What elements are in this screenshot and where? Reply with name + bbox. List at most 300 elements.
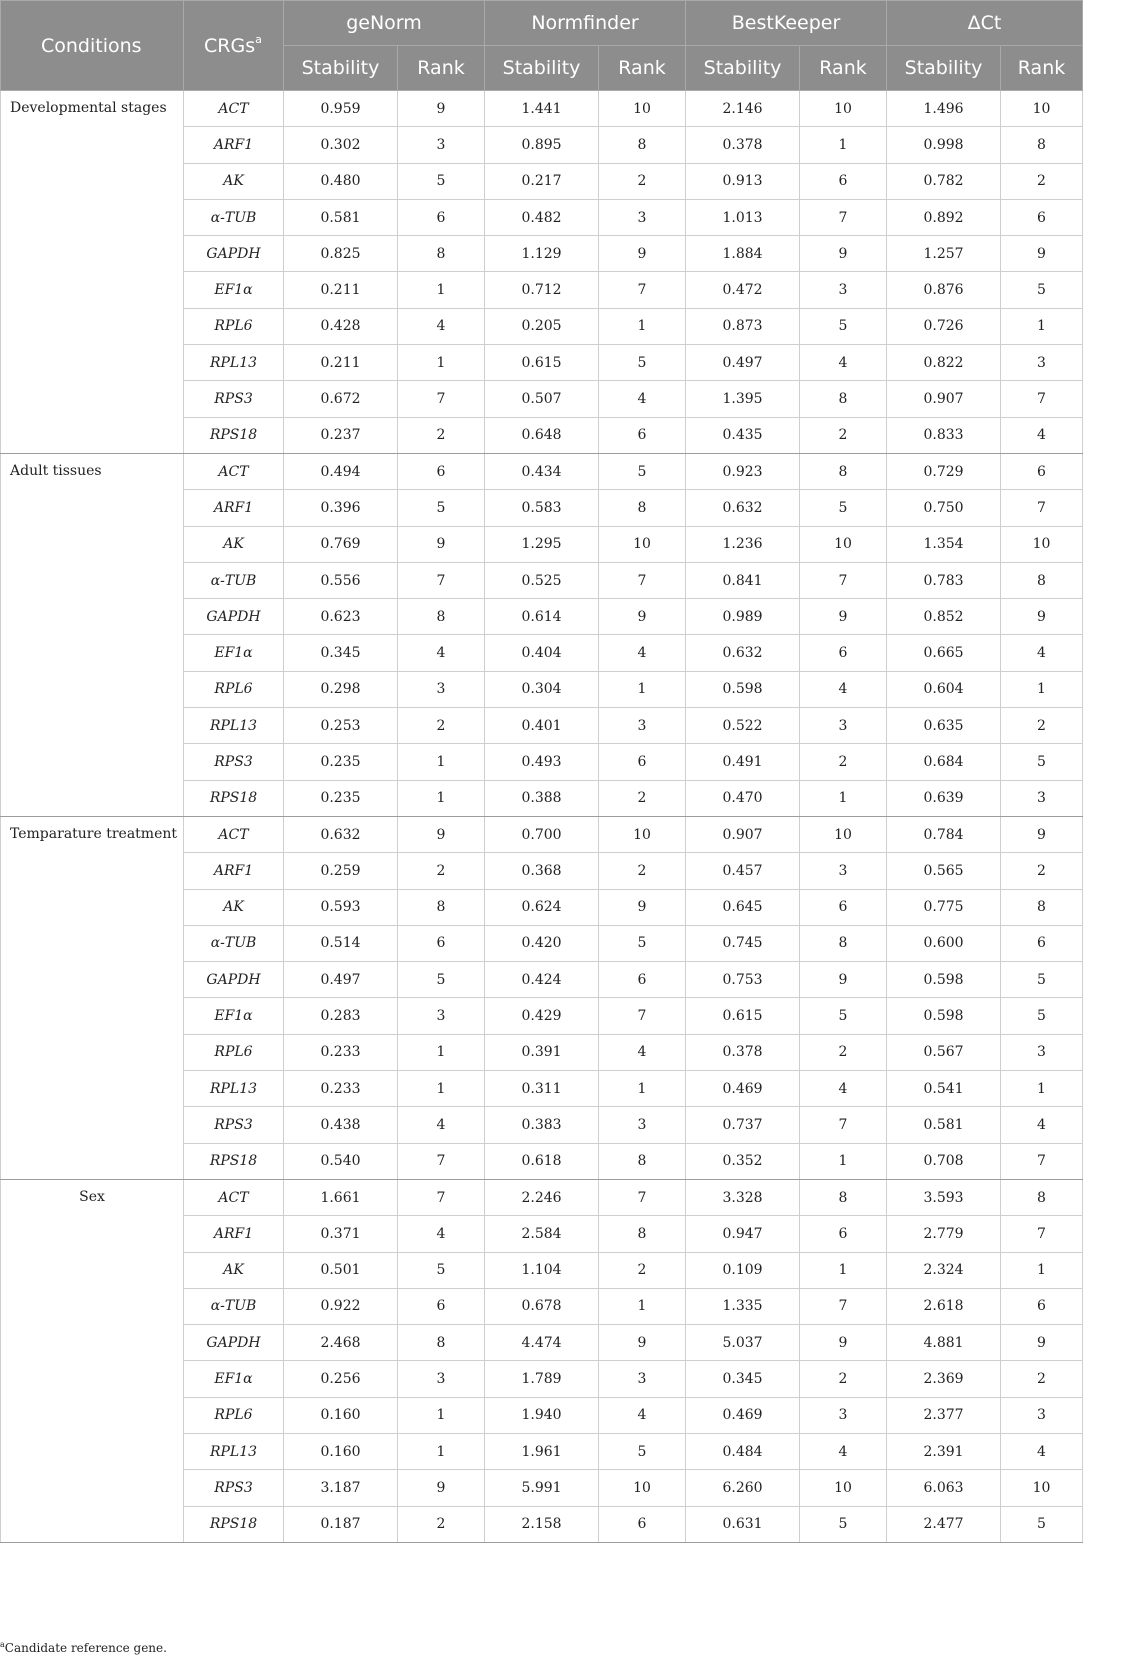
normfinder-stability-cell: 0.304 [485,671,599,707]
normfinder-stability-cell: 0.624 [485,889,599,925]
normfinder-stability-cell: 1.940 [485,1397,599,1433]
bestkeeper-rank-cell: 7 [800,562,887,598]
gene-cell: EF1α [184,635,284,671]
bestkeeper-stability-cell: 0.435 [686,417,800,453]
gene-cell: ACT [184,816,284,852]
genorm-rank-cell: 7 [398,562,485,598]
genorm-stability-cell: 0.581 [284,199,398,235]
normfinder-stability-cell: 1.104 [485,1252,599,1288]
delta-ct-rank-cell: 4 [1001,1433,1083,1469]
bestkeeper-stability-cell: 0.469 [686,1071,800,1107]
delta-ct-rank-cell: 2 [1001,708,1083,744]
table-row [1,91,1083,127]
bestkeeper-rank-cell: 8 [800,1179,887,1215]
gene-cell: RPL13 [184,1071,284,1107]
gene-cell: ARF1 [184,127,284,163]
condition-cell: Adult tissues [1,453,184,816]
normfinder-rank-cell: 10 [599,1470,686,1506]
bestkeeper-rank-cell: 6 [800,1216,887,1252]
delta-ct-stability-cell: 1.496 [887,91,1001,127]
delta-ct-stability-cell: 0.998 [887,127,1001,163]
normfinder-rank-cell: 5 [599,345,686,381]
genorm-stability-cell: 0.501 [284,1252,398,1288]
bestkeeper-stability-cell: 0.472 [686,272,800,308]
gene-cell: RPL6 [184,671,284,707]
gene-cell: GAPDH [184,236,284,272]
normfinder-rank-cell: 7 [599,998,686,1034]
genorm-rank-cell: 8 [398,889,485,925]
delta-ct-stability-cell: 0.581 [887,1107,1001,1143]
bestkeeper-stability-cell: 0.615 [686,998,800,1034]
genorm-stability-cell: 0.298 [284,671,398,707]
delta-ct-rank-cell: 6 [1001,453,1083,489]
normfinder-rank-cell: 4 [599,381,686,417]
normfinder-rank-cell: 1 [599,1288,686,1324]
table-row [1,453,1083,489]
genorm-stability-cell: 0.396 [284,490,398,526]
normfinder-rank-cell: 2 [599,163,686,199]
rank-header: Rank [1001,46,1083,91]
method-header-normfinder: Normfinder [485,1,686,46]
delta-ct-rank-cell: 6 [1001,199,1083,235]
gene-cell: RPL13 [184,708,284,744]
normfinder-rank-cell: 7 [599,1179,686,1215]
delta-ct-stability-cell: 0.833 [887,417,1001,453]
normfinder-stability-cell: 0.311 [485,1071,599,1107]
normfinder-stability-cell: 0.424 [485,962,599,998]
normfinder-rank-cell: 5 [599,1433,686,1469]
bestkeeper-stability-cell: 1.013 [686,199,800,235]
method-header-bestkeeper: BestKeeper [686,1,887,46]
delta-ct-stability-cell: 4.881 [887,1325,1001,1361]
bestkeeper-rank-cell: 3 [800,272,887,308]
delta-ct-stability-cell: 0.782 [887,163,1001,199]
genorm-stability-cell: 0.283 [284,998,398,1034]
genorm-stability-cell: 0.253 [284,708,398,744]
gene-cell: RPL6 [184,308,284,344]
genorm-rank-cell: 1 [398,1034,485,1070]
bestkeeper-rank-cell: 2 [800,744,887,780]
normfinder-rank-cell: 8 [599,490,686,526]
delta-ct-stability-cell: 1.257 [887,236,1001,272]
normfinder-stability-cell: 5.991 [485,1470,599,1506]
bestkeeper-stability-cell: 0.491 [686,744,800,780]
bestkeeper-stability-cell: 0.989 [686,599,800,635]
gene-cell: GAPDH [184,1325,284,1361]
genorm-stability-cell: 0.233 [284,1034,398,1070]
delta-ct-rank-cell: 2 [1001,853,1083,889]
delta-ct-stability-cell: 1.354 [887,526,1001,562]
delta-ct-stability-cell: 0.775 [887,889,1001,925]
genorm-stability-cell: 0.371 [284,1216,398,1252]
genorm-stability-cell: 0.428 [284,308,398,344]
stability-header: Stability [686,46,800,91]
normfinder-rank-cell: 9 [599,1325,686,1361]
rank-header: Rank [398,46,485,91]
normfinder-stability-cell: 0.678 [485,1288,599,1324]
gene-cell: ACT [184,1179,284,1215]
bestkeeper-rank-cell: 9 [800,962,887,998]
gene-cell: RPS18 [184,1506,284,1542]
gene-cell: RPS3 [184,381,284,417]
genorm-rank-cell: 2 [398,417,485,453]
genorm-rank-cell: 2 [398,708,485,744]
condition-cell: Sex [1,1179,184,1542]
normfinder-stability-cell: 0.388 [485,780,599,816]
gene-cell: RPS18 [184,417,284,453]
normfinder-rank-cell: 7 [599,562,686,598]
bestkeeper-rank-cell: 1 [800,1143,887,1179]
bestkeeper-rank-cell: 9 [800,599,887,635]
bestkeeper-rank-cell: 10 [800,816,887,852]
genorm-rank-cell: 8 [398,236,485,272]
genorm-rank-cell: 3 [398,671,485,707]
delta-ct-rank-cell: 9 [1001,1325,1083,1361]
bestkeeper-rank-cell: 10 [800,526,887,562]
bestkeeper-rank-cell: 7 [800,1107,887,1143]
delta-ct-stability-cell: 2.618 [887,1288,1001,1324]
genorm-rank-cell: 1 [398,272,485,308]
footnote [0,1640,167,1655]
normfinder-stability-cell: 0.391 [485,1034,599,1070]
bestkeeper-stability-cell: 0.352 [686,1143,800,1179]
bestkeeper-stability-cell: 0.632 [686,635,800,671]
genorm-rank-cell: 8 [398,599,485,635]
normfinder-rank-cell: 6 [599,417,686,453]
delta-ct-stability-cell: 0.604 [887,671,1001,707]
bestkeeper-rank-cell: 5 [800,1506,887,1542]
delta-ct-rank-cell: 2 [1001,163,1083,199]
delta-ct-stability-cell: 0.708 [887,1143,1001,1179]
genorm-rank-cell: 1 [398,345,485,381]
normfinder-stability-cell: 2.246 [485,1179,599,1215]
delta-ct-rank-cell: 7 [1001,1216,1083,1252]
header-row-methods [1,1,1083,46]
bestkeeper-rank-cell: 2 [800,1034,887,1070]
conditions-header [1,1,184,91]
normfinder-stability-cell: 2.584 [485,1216,599,1252]
genorm-stability-cell: 0.211 [284,272,398,308]
delta-ct-rank-cell: 3 [1001,1034,1083,1070]
condition-cell: Temparature treatment [1,816,184,1179]
delta-ct-rank-cell: 10 [1001,91,1083,127]
bestkeeper-rank-cell: 8 [800,453,887,489]
bestkeeper-rank-cell: 10 [800,1470,887,1506]
gene-cell: α-TUB [184,199,284,235]
genorm-rank-cell: 4 [398,1216,485,1252]
bestkeeper-rank-cell: 8 [800,925,887,961]
genorm-stability-cell: 0.233 [284,1071,398,1107]
bestkeeper-rank-cell: 7 [800,199,887,235]
delta-ct-rank-cell: 8 [1001,562,1083,598]
normfinder-stability-cell: 0.383 [485,1107,599,1143]
delta-ct-rank-cell: 4 [1001,635,1083,671]
bestkeeper-rank-cell: 4 [800,1433,887,1469]
bestkeeper-stability-cell: 0.947 [686,1216,800,1252]
genorm-stability-cell: 0.556 [284,562,398,598]
delta-ct-rank-cell: 7 [1001,381,1083,417]
genorm-rank-cell: 5 [398,163,485,199]
normfinder-stability-cell: 0.217 [485,163,599,199]
gene-cell: RPL13 [184,1433,284,1469]
bestkeeper-stability-cell: 1.884 [686,236,800,272]
delta-ct-stability-cell: 0.876 [887,272,1001,308]
genorm-rank-cell: 3 [398,1361,485,1397]
normfinder-rank-cell: 9 [599,889,686,925]
bestkeeper-stability-cell: 6.260 [686,1470,800,1506]
delta-ct-stability-cell: 0.665 [887,635,1001,671]
bestkeeper-stability-cell: 5.037 [686,1325,800,1361]
normfinder-rank-cell: 5 [599,925,686,961]
normfinder-rank-cell: 7 [599,272,686,308]
bestkeeper-rank-cell: 7 [800,1288,887,1324]
normfinder-rank-cell: 3 [599,1361,686,1397]
genorm-rank-cell: 5 [398,490,485,526]
delta-ct-stability-cell: 2.377 [887,1397,1001,1433]
bestkeeper-rank-cell: 6 [800,163,887,199]
normfinder-stability-cell: 0.700 [485,816,599,852]
gene-cell: RPL13 [184,345,284,381]
bestkeeper-rank-cell: 5 [800,308,887,344]
bestkeeper-rank-cell: 5 [800,998,887,1034]
normfinder-stability-cell: 0.401 [485,708,599,744]
bestkeeper-stability-cell: 2.146 [686,91,800,127]
genorm-rank-cell: 3 [398,998,485,1034]
genorm-stability-cell: 0.672 [284,381,398,417]
genorm-rank-cell: 1 [398,1433,485,1469]
gene-cell: RPS3 [184,1107,284,1143]
gene-cell: EF1α [184,998,284,1034]
bestkeeper-rank-cell: 1 [800,1252,887,1288]
bestkeeper-rank-cell: 4 [800,671,887,707]
normfinder-rank-cell: 10 [599,816,686,852]
delta-ct-stability-cell: 6.063 [887,1470,1001,1506]
bestkeeper-stability-cell: 0.645 [686,889,800,925]
gene-cell: α-TUB [184,925,284,961]
genorm-stability-cell: 0.540 [284,1143,398,1179]
delta-ct-rank-cell: 8 [1001,1179,1083,1215]
delta-ct-rank-cell: 5 [1001,272,1083,308]
stability-header: Stability [887,46,1001,91]
genorm-rank-cell: 9 [398,91,485,127]
footnote-marker: a [0,1640,5,1649]
normfinder-rank-cell: 1 [599,671,686,707]
bestkeeper-stability-cell: 0.873 [686,308,800,344]
delta-ct-rank-cell: 5 [1001,1506,1083,1542]
gene-cell: RPS18 [184,780,284,816]
normfinder-stability-cell: 0.618 [485,1143,599,1179]
normfinder-stability-cell: 0.493 [485,744,599,780]
genorm-stability-cell: 0.922 [284,1288,398,1324]
gene-cell: α-TUB [184,562,284,598]
normfinder-rank-cell: 2 [599,853,686,889]
genorm-stability-cell: 0.623 [284,599,398,635]
delta-ct-rank-cell: 5 [1001,744,1083,780]
normfinder-stability-cell: 0.712 [485,272,599,308]
normfinder-rank-cell: 4 [599,1397,686,1433]
delta-ct-stability-cell: 0.750 [887,490,1001,526]
bestkeeper-rank-cell: 10 [800,91,887,127]
gene-cell: ARF1 [184,490,284,526]
normfinder-rank-cell: 8 [599,127,686,163]
normfinder-rank-cell: 4 [599,635,686,671]
gene-cell: AK [184,1252,284,1288]
delta-ct-rank-cell: 4 [1001,417,1083,453]
genorm-stability-cell: 3.187 [284,1470,398,1506]
bestkeeper-stability-cell: 0.632 [686,490,800,526]
gene-cell: ACT [184,453,284,489]
genorm-rank-cell: 1 [398,744,485,780]
bestkeeper-rank-cell: 8 [800,381,887,417]
genorm-rank-cell: 5 [398,962,485,998]
genorm-rank-cell: 3 [398,127,485,163]
genorm-rank-cell: 6 [398,199,485,235]
method-header-delta-ct: ΔCt [887,1,1083,46]
genorm-rank-cell: 2 [398,853,485,889]
delta-ct-stability-cell: 0.639 [887,780,1001,816]
bestkeeper-stability-cell: 0.484 [686,1433,800,1469]
normfinder-stability-cell: 0.583 [485,490,599,526]
delta-ct-stability-cell: 0.598 [887,998,1001,1034]
genorm-rank-cell: 2 [398,1506,485,1542]
bestkeeper-stability-cell: 0.737 [686,1107,800,1143]
normfinder-stability-cell: 0.429 [485,998,599,1034]
normfinder-rank-cell: 5 [599,453,686,489]
genorm-rank-cell: 4 [398,1107,485,1143]
delta-ct-stability-cell: 0.729 [887,453,1001,489]
table-row [1,1179,1083,1215]
genorm-rank-cell: 5 [398,1252,485,1288]
delta-ct-stability-cell: 2.369 [887,1361,1001,1397]
bestkeeper-stability-cell: 1.335 [686,1288,800,1324]
bestkeeper-rank-cell: 3 [800,853,887,889]
genorm-stability-cell: 0.769 [284,526,398,562]
normfinder-stability-cell: 0.507 [485,381,599,417]
normfinder-stability-cell: 1.789 [485,1361,599,1397]
genorm-rank-cell: 7 [398,1179,485,1215]
normfinder-stability-cell: 0.895 [485,127,599,163]
bestkeeper-stability-cell: 0.469 [686,1397,800,1433]
footnote-text: Candidate reference gene. [4,1641,167,1655]
bestkeeper-rank-cell: 9 [800,236,887,272]
genorm-rank-cell: 4 [398,308,485,344]
delta-ct-rank-cell: 9 [1001,236,1083,272]
normfinder-rank-cell: 3 [599,1107,686,1143]
normfinder-rank-cell: 3 [599,708,686,744]
delta-ct-stability-cell: 2.391 [887,1433,1001,1469]
genorm-rank-cell: 9 [398,526,485,562]
delta-ct-rank-cell: 9 [1001,599,1083,635]
genorm-stability-cell: 0.593 [284,889,398,925]
genorm-stability-cell: 0.187 [284,1506,398,1542]
bestkeeper-stability-cell: 0.923 [686,453,800,489]
conditions-header-label: Conditions [41,34,142,57]
stability-header: Stability [284,46,398,91]
gene-cell: RPS3 [184,744,284,780]
bestkeeper-rank-cell: 4 [800,345,887,381]
gene-cell: AK [184,526,284,562]
bestkeeper-rank-cell: 2 [800,417,887,453]
genorm-rank-cell: 8 [398,1325,485,1361]
normfinder-stability-cell: 1.441 [485,91,599,127]
gene-cell: AK [184,163,284,199]
normfinder-rank-cell: 6 [599,962,686,998]
normfinder-stability-cell: 0.368 [485,853,599,889]
delta-ct-rank-cell: 10 [1001,1470,1083,1506]
genorm-stability-cell: 0.235 [284,780,398,816]
bestkeeper-rank-cell: 1 [800,780,887,816]
delta-ct-rank-cell: 1 [1001,1071,1083,1107]
condition-cell: Developmental stages [1,91,184,454]
genorm-stability-cell: 0.497 [284,962,398,998]
delta-ct-rank-cell: 8 [1001,127,1083,163]
bestkeeper-rank-cell: 9 [800,1325,887,1361]
bestkeeper-stability-cell: 0.378 [686,127,800,163]
delta-ct-rank-cell: 1 [1001,671,1083,707]
crgs-header [184,1,284,91]
rank-header: Rank [800,46,887,91]
genorm-stability-cell: 0.160 [284,1433,398,1469]
normfinder-stability-cell: 1.129 [485,236,599,272]
gene-cell: GAPDH [184,599,284,635]
delta-ct-rank-cell: 5 [1001,962,1083,998]
normfinder-stability-cell: 0.420 [485,925,599,961]
delta-ct-stability-cell: 0.567 [887,1034,1001,1070]
genorm-stability-cell: 0.480 [284,163,398,199]
genorm-stability-cell: 0.235 [284,744,398,780]
delta-ct-rank-cell: 7 [1001,1143,1083,1179]
genorm-stability-cell: 0.237 [284,417,398,453]
bestkeeper-stability-cell: 0.745 [686,925,800,961]
gene-cell: ARF1 [184,1216,284,1252]
genorm-rank-cell: 7 [398,1143,485,1179]
genorm-stability-cell: 0.160 [284,1397,398,1433]
gene-cell: RPL6 [184,1397,284,1433]
genorm-stability-cell: 0.825 [284,236,398,272]
delta-ct-stability-cell: 0.635 [887,708,1001,744]
delta-ct-stability-cell: 0.726 [887,308,1001,344]
gene-cell: RPS3 [184,1470,284,1506]
normfinder-rank-cell: 10 [599,526,686,562]
delta-ct-rank-cell: 7 [1001,490,1083,526]
rank-header: Rank [599,46,686,91]
delta-ct-rank-cell: 3 [1001,780,1083,816]
delta-ct-rank-cell: 1 [1001,1252,1083,1288]
genorm-rank-cell: 9 [398,816,485,852]
normfinder-rank-cell: 8 [599,1143,686,1179]
normfinder-rank-cell: 1 [599,1071,686,1107]
delta-ct-stability-cell: 2.477 [887,1506,1001,1542]
genorm-rank-cell: 6 [398,925,485,961]
method-header-genorm: geNorm [284,1,485,46]
delta-ct-stability-cell: 3.593 [887,1179,1001,1215]
delta-ct-rank-cell: 4 [1001,1107,1083,1143]
normfinder-rank-cell: 6 [599,744,686,780]
gene-cell: ACT [184,91,284,127]
normfinder-stability-cell: 1.295 [485,526,599,562]
delta-ct-stability-cell: 0.541 [887,1071,1001,1107]
stability-header: Stability [485,46,599,91]
genorm-rank-cell: 6 [398,453,485,489]
normfinder-rank-cell: 9 [599,236,686,272]
delta-ct-rank-cell: 9 [1001,816,1083,852]
gene-cell: α-TUB [184,1288,284,1324]
bestkeeper-stability-cell: 0.457 [686,853,800,889]
gene-cell: GAPDH [184,962,284,998]
delta-ct-stability-cell: 2.324 [887,1252,1001,1288]
normfinder-rank-cell: 2 [599,780,686,816]
delta-ct-stability-cell: 0.852 [887,599,1001,635]
